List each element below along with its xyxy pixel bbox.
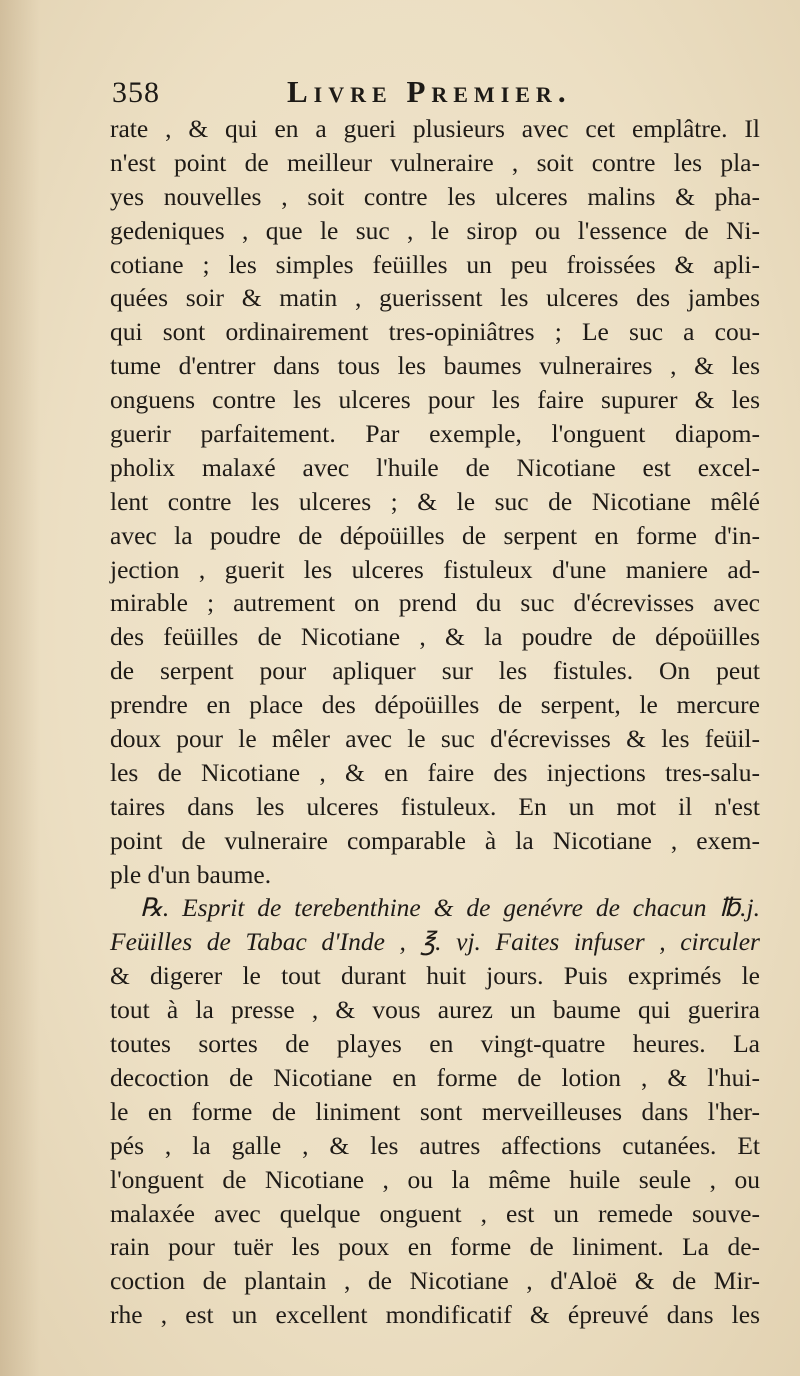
text-line: qui sont ordinairement tres-opiniâtres ; Le suc a cou- (110, 317, 760, 347)
text-line: avec la poudre de dépoüilles de serpent en forme d'in- (110, 520, 760, 550)
running-title: Livre Premier. (287, 74, 572, 109)
text-line: malaxée avec quelque onguent , est un remede souve- (110, 1198, 760, 1228)
text-line: onguens contre les ulceres pour les faire supurer & les (110, 385, 760, 415)
text-line: quées soir & matin , guerissent les ulceres des jambes (110, 283, 760, 313)
text-line: tout à la presse , & vous aurez un baume qui guerira (110, 995, 760, 1025)
text-line: point de vulneraire comparable à la Nicotiane , exem- (110, 825, 760, 855)
text-line: tume d'entrer dans tous les baumes vulneraires , & les (110, 351, 760, 381)
recipe-line: ℞. Esprit de terebenthine & de genévre de chacun ℔.j. (140, 893, 760, 923)
text-line: lent contre les ulceres ; & le suc de Nicotiane mêlé (110, 486, 760, 516)
text-line: prendre en place des dépoüilles de serpent, le mercure (110, 690, 760, 720)
text-line: des feüilles de Nicotiane , & la poudre de dépoüilles (110, 622, 760, 652)
text-line: doux pour le mêler avec le suc d'écrevisses & les feüil- (110, 724, 760, 754)
body-text (110, 112, 798, 1332)
text-line: taires dans les ulceres fistuleux. En un mot il n'est (110, 791, 760, 821)
text-line: guerir parfaitement. Par exemple, l'onguent diapom- (110, 419, 760, 449)
text-line: le en forme de liniment sont merveilleuses dans l'her- (110, 1096, 760, 1126)
text-line: coction de plantain , de Nicotiane , d'Aloë & de Mir- (110, 1266, 760, 1296)
text-line: l'onguent de Nicotiane , ou la même huile seule , ou (110, 1164, 760, 1194)
text-line: jection , guerit les ulceres fistuleux d'une maniere ad- (110, 554, 760, 584)
text-line: & digerer le tout durant huit jours. Puis exprimés le (110, 961, 760, 991)
text-line: les de Nicotiane , & en faire des injections tres-salu- (110, 757, 760, 787)
text-line: rain pour tuër les poux en forme de liniment. La de- (110, 1232, 760, 1262)
text-line: ple d'un baume. (110, 859, 272, 889)
text-line: decoction de Nicotiane en forme de lotion , & l'hui- (110, 1062, 760, 1092)
recipe-line: Feüilles de Tabac d'Inde , ℥. vj. Faites infuser , circuler (110, 927, 760, 957)
text-line: mirable ; autrement on prend du suc d'écrevisses avec (110, 588, 760, 618)
text-line: yes nouvelles , soit contre les ulceres malins & pha- (110, 181, 760, 211)
page-number: 358 (112, 76, 160, 109)
text-line: cotiane ; les simples feüilles un peu froissées & apli- (110, 249, 760, 279)
text-line: gedeniques , que le suc , le sirop ou l'essence de Ni- (110, 215, 760, 245)
text-line: rhe , est un excellent mondificatif & épreuvé dans les (110, 1300, 760, 1330)
text-line: de serpent pour apliquer sur les fistules. On peut (110, 656, 760, 686)
text-line: pholix malaxé avec l'huile de Nicotiane est excel- (110, 452, 760, 482)
text-line: rate , & qui en a gueri plusieurs avec cet emplâtre. Il (110, 114, 760, 143)
text-line: pés , la galle , & les autres affections cutanées. Et (110, 1130, 760, 1160)
text-line: n'est point de meilleur vulneraire , soit contre les pla- (110, 147, 760, 177)
text-line: toutes sortes de playes en vingt-quatre heures. La (110, 1029, 760, 1059)
